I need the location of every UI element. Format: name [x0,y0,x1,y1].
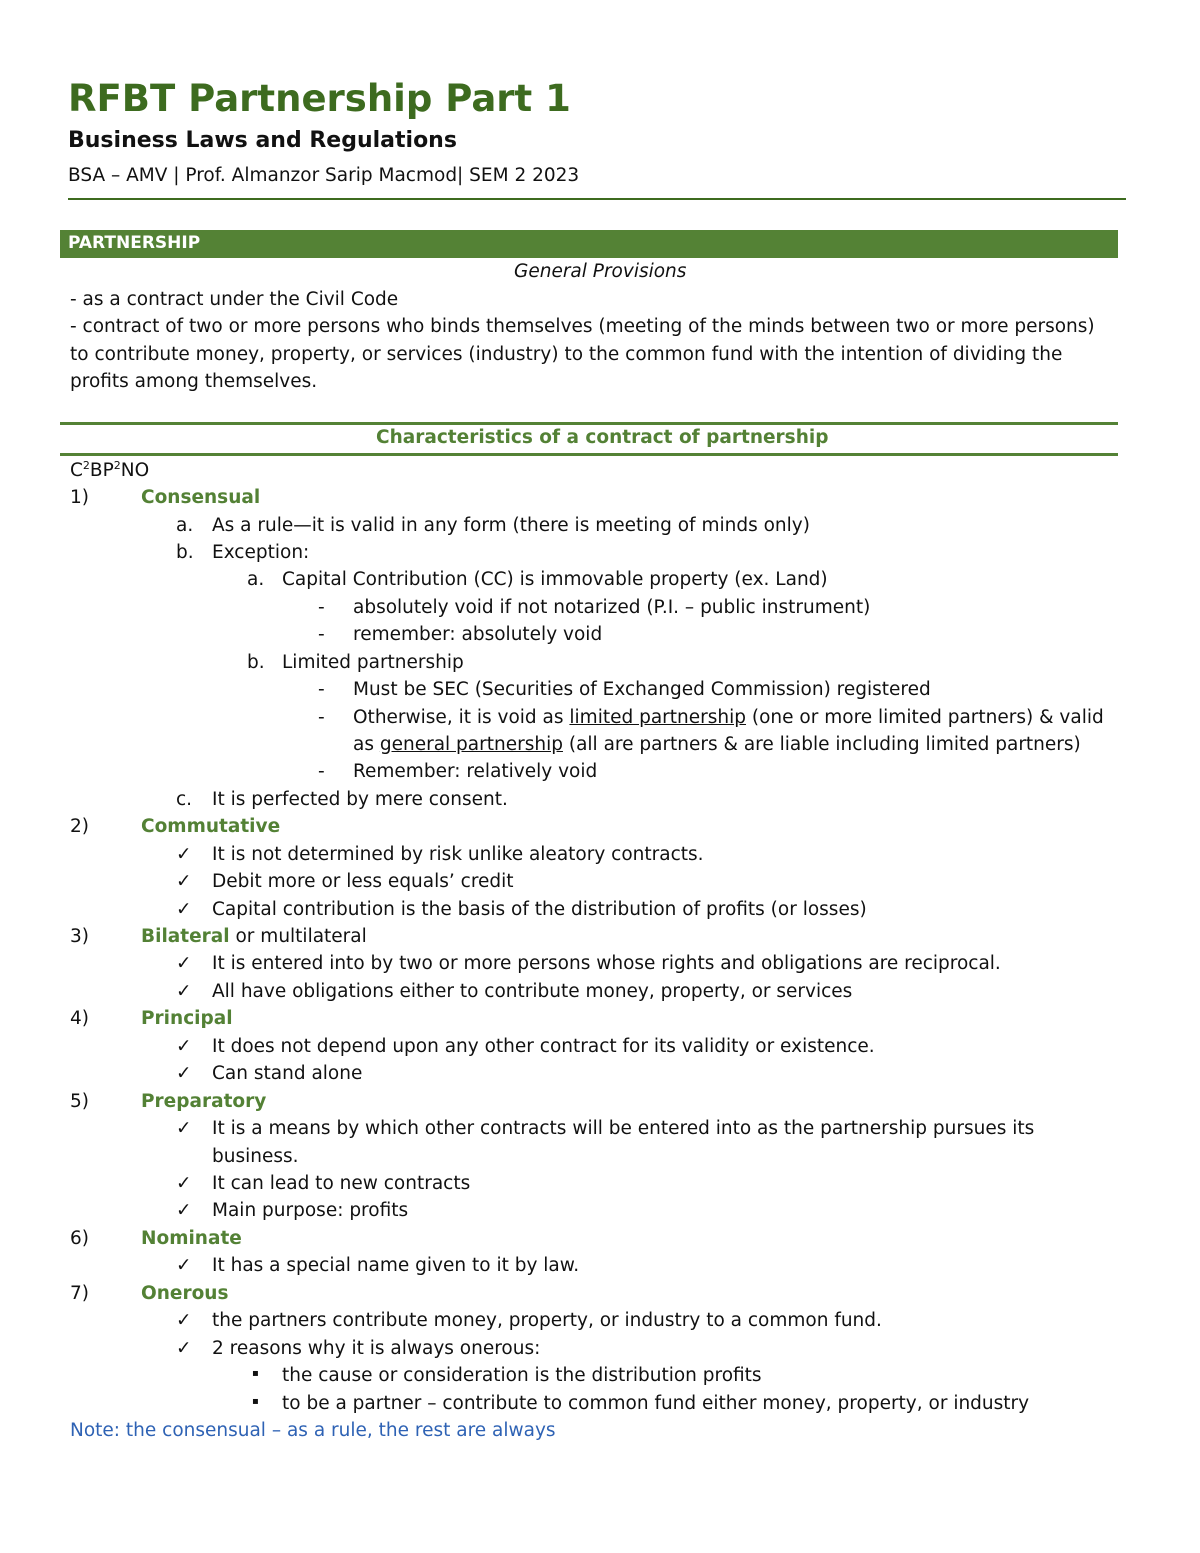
item-1-c-marker: c. [176,789,193,810]
mnemonic: $C^2BP^2NO$ [70,459,150,481]
definition-line-1: - as a contract under the Civil Code [70,289,399,310]
item-1-a-marker: a. [176,515,194,536]
item-2-point-1: It is not determined by risk unlike aleatory contracts. [212,844,704,865]
item-5-point-1-cont: business. [212,1146,299,1167]
item-2-point-2: Debit more or less equals’ credit [212,871,514,892]
item-1-bb-text: Limited partnership [282,652,464,673]
item-1-bb-dash-2: Otherwise, it is void as limited partnership (one or more limited partners) & valid [353,707,1104,728]
general-provisions-heading: General Provisions [514,261,687,282]
item-4-name: Principal [141,1008,233,1029]
item-6-name: Nominate [141,1228,242,1249]
item-1-b-marker: b. [176,542,194,563]
item-1-ba-text: Capital Contribution (CC) is immovable property (ex. Land) [282,569,828,590]
item-2-point-3: Capital contribution is the basis of the distribution of profits (or losses) [212,899,867,920]
dash-marker: - [318,597,325,618]
item-1-name: Consensual [141,487,261,508]
check-icon [176,1038,192,1057]
square-bullet-icon: ▪ [252,1368,259,1379]
item-6-number: 6) [70,1228,89,1249]
item-7-name: Onerous [141,1283,229,1304]
characteristics-bottom-rule [60,453,1118,456]
definition-line-3: to contribute money, property, or services (industry) to the common fund with the intention of dividing the [70,344,1063,365]
section-banner [60,230,1118,258]
item-4-number: 4) [70,1008,89,1029]
document-subtitle: Business Laws and Regulations [68,128,457,153]
item-6-point-1: It has a special name given to it by law. [212,1255,580,1276]
item-1-bb-marker: b. [247,652,265,673]
item-5-number: 5) [70,1091,89,1112]
item-7-subpoint-2: to be a partner – contribute to common fund either money, property, or industry [282,1393,1030,1414]
check-icon [176,1202,192,1221]
section-banner-label: PARTNERSHIP [68,233,201,253]
item-5-point-3: Main purpose: profits [212,1200,409,1221]
item-3-point-1: It is entered into by two or more persons whose rights and obligations are reciprocal. [212,953,1001,974]
check-icon [176,1065,192,1084]
document-title: RFBT Partnership Part 1 [68,77,571,120]
item-2-number: 2) [70,816,89,837]
dash-marker: - [318,707,325,728]
check-icon [176,955,192,974]
dash-marker: - [318,761,325,782]
check-icon [176,1312,192,1331]
item-7-number: 7) [70,1283,89,1304]
header-divider [68,198,1126,200]
item-1-b-text: Exception: [212,542,310,563]
dash-marker: - [318,624,325,645]
characteristics-heading: Characteristics of a contract of partnership [376,427,829,448]
check-icon [176,1120,192,1139]
item-1-bb-dash-2-cont: as general partnership (all are partners & are liable including limited partners) [353,734,1081,755]
check-icon [176,1175,192,1194]
check-icon [176,846,192,865]
item-1-a-text: As a rule—it is valid in any form (there is meeting of minds only) [212,515,810,536]
item-4-point-2: Can stand alone [212,1063,363,1084]
item-5-point-1: It is a means by which other contracts will be entered into as the partnership pursues its [212,1118,1035,1139]
item-5-name: Preparatory [141,1091,267,1112]
item-1-bb-dash-3: Remember: relatively void [353,761,598,782]
item-1-ba-dash-1: absolutely void if not notarized (P.I. – public instrument) [353,597,871,618]
item-5-point-2: It can lead to new contracts [212,1173,471,1194]
item-1-ba-marker: a. [247,569,265,590]
item-3-number: 3) [70,926,89,947]
course-meta: BSA – AMV | Prof. Almanzor Sarip Macmod| SEM 2 2023 [68,165,580,186]
dash-marker: - [318,679,325,700]
characteristics-top-rule [60,422,1118,425]
item-1-number: 1) [70,487,89,508]
item-7-point-1: the partners contribute money, property, or industry to a common fund. [212,1310,882,1331]
check-icon [176,873,192,892]
item-4-point-1: It does not depend upon any other contract for its validity or existence. [212,1036,875,1057]
item-7-subpoint-1: the cause or consideration is the distribution profits [282,1365,762,1386]
definition-line-2: - contract of two or more persons who binds themselves (meeting of the minds between two or more persons) [70,316,1095,337]
square-bullet-icon: ▪ [252,1396,259,1407]
item-2-name: Commutative [141,816,281,837]
item-3-name: Bilateral or multilateral [141,926,367,947]
note-text: Note: the consensual – as a rule, the rest are always [70,1420,556,1441]
item-1-ba-dash-2: remember: absolutely void [353,624,603,645]
item-1-c-text: It is perfected by mere consent. [212,789,508,810]
definition-line-4: profits among themselves. [70,371,318,392]
item-7-point-2: 2 reasons why it is always onerous: [212,1338,541,1359]
item-3-point-2: All have obligations either to contribute money, property, or services [212,981,853,1002]
check-icon [176,1340,192,1359]
check-icon [176,983,192,1002]
item-1-bb-dash-1: Must be SEC (Securities of Exchanged Commission) registered [353,679,931,700]
check-icon [176,1257,192,1276]
check-icon [176,901,192,920]
